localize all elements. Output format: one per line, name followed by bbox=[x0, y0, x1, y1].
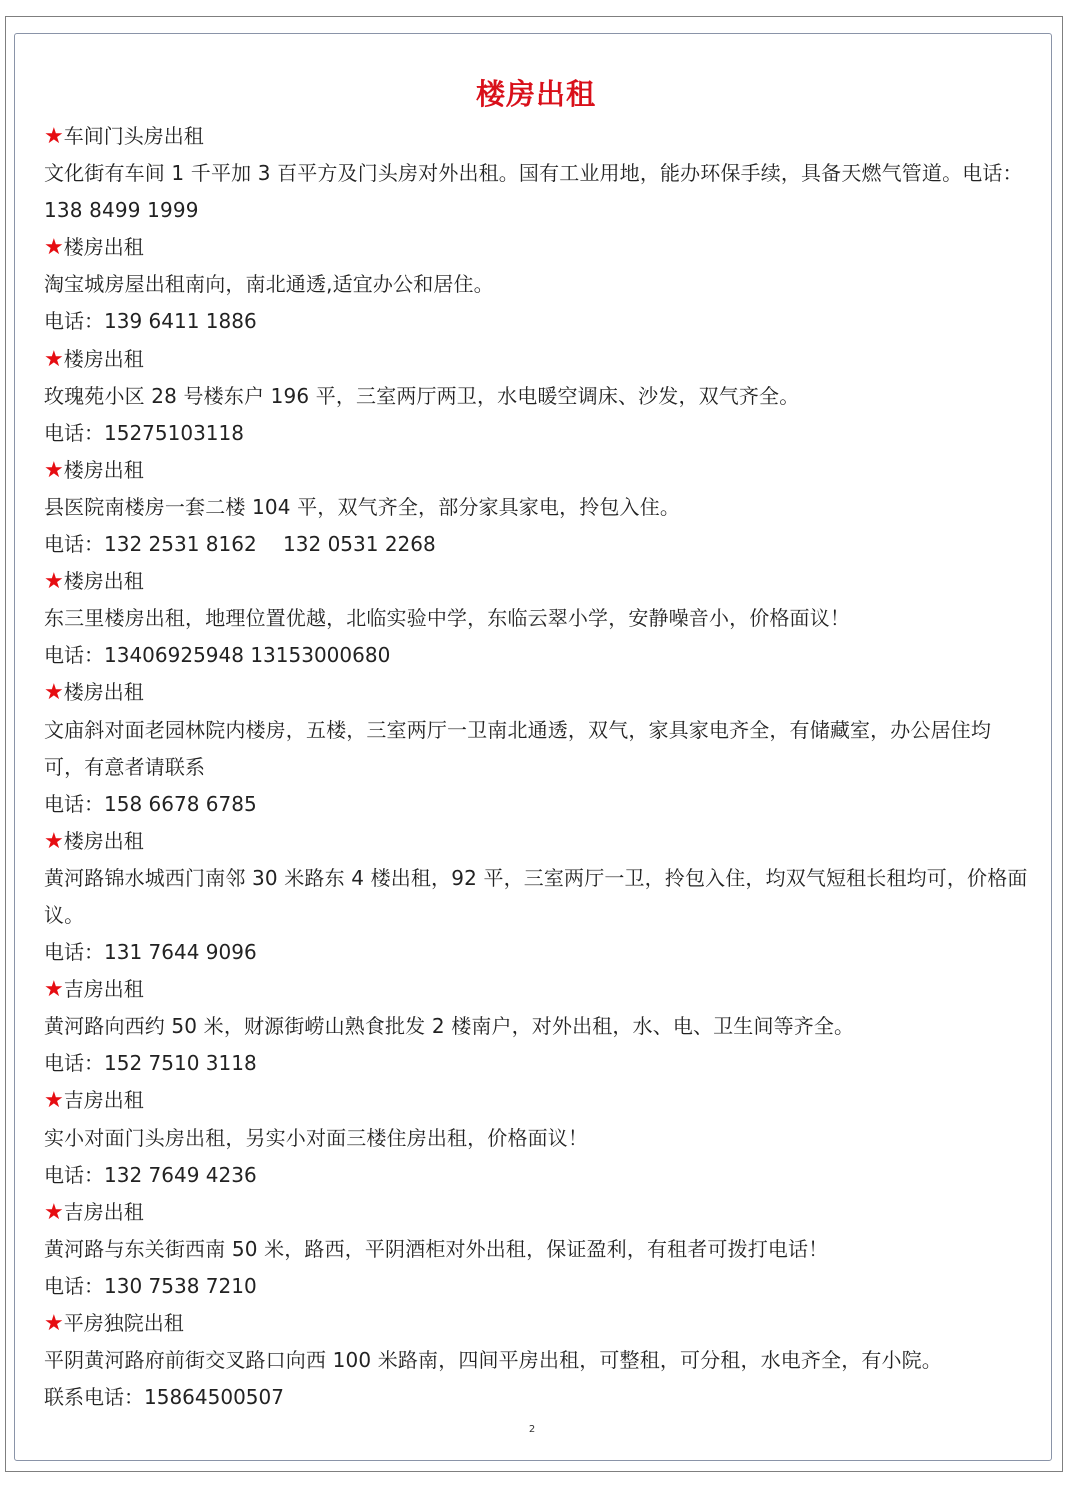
red-star-icon: ★ bbox=[44, 124, 64, 149]
listing-heading bbox=[44, 1305, 1028, 1342]
listing-item bbox=[44, 452, 1028, 563]
listing-heading-text: 吉房出租 bbox=[63, 977, 144, 1002]
listing-heading-text: 楼房出租 bbox=[63, 680, 144, 705]
listing-item bbox=[44, 1082, 1028, 1193]
listing-phone: 电话：158 6678 6785 bbox=[44, 791, 257, 816]
listing-phone: 电话：139 6411 1886 bbox=[44, 309, 257, 334]
listing-item bbox=[44, 563, 1028, 674]
listing-heading bbox=[44, 341, 1028, 378]
listing-heading-text: 楼房出租 bbox=[63, 457, 144, 482]
page-title: 楼房出租 bbox=[475, 77, 596, 111]
listing-heading-text: 车间门头房出租 bbox=[63, 124, 204, 148]
listing-heading-text: 楼房出租 bbox=[63, 346, 144, 371]
red-star-icon: ★ bbox=[44, 828, 64, 854]
red-star-icon: ★ bbox=[44, 1311, 64, 1336]
listing-heading bbox=[44, 1194, 1028, 1231]
listing-phone: 电话：130 7538 7210 bbox=[44, 1273, 257, 1298]
listing-description: 文化街有车间 1 千平加 3 百平方及门头房对外出租。国有工业用地，能办环保手续，具备天燃气管道。电话：138 8499 1999 bbox=[44, 161, 1023, 223]
listing-description: 县医院南楼房一套二楼 104 平，双气齐全，部分家具家电，拎包入住。 bbox=[44, 494, 680, 519]
listing-item bbox=[44, 971, 1028, 1082]
listing-description: 淘宝城房屋出租南向，南北通透,适宜办公和居住。 bbox=[44, 272, 494, 297]
listing-phone: 电话：131 7644 9096 bbox=[44, 940, 257, 965]
red-star-icon: ★ bbox=[44, 235, 64, 261]
listing-item bbox=[44, 341, 1028, 452]
listing-item bbox=[44, 1194, 1028, 1305]
listing-heading bbox=[44, 229, 1028, 266]
listing-phone: 联系电话：15864500507 bbox=[44, 1385, 284, 1410]
listing-heading bbox=[44, 674, 1028, 711]
listing-heading bbox=[44, 971, 1028, 1008]
listing-heading bbox=[44, 118, 1028, 155]
listing-heading bbox=[44, 452, 1028, 489]
red-star-icon: ★ bbox=[44, 346, 64, 372]
listing-heading-text: 楼房出租 bbox=[63, 235, 144, 260]
listing-item bbox=[44, 823, 1028, 971]
listing-description: 黄河路锦水城西门南邻 30 米路东 4 楼出租，92 平，三室两厅一卫，拎包入住，均双气短租长租均可，价格面议。 bbox=[44, 865, 1028, 927]
red-star-icon: ★ bbox=[44, 457, 64, 483]
listing-description: 东三里楼房出租，地理位置优越，北临实验中学，东临云翠小学，安静噪音小，价格面议！ bbox=[44, 606, 850, 631]
red-star-icon: ★ bbox=[44, 977, 64, 1003]
listings-content bbox=[44, 70, 1028, 1416]
listing-description: 黄河路向西约 50 米，财源街崂山熟食批发 2 楼南户，对外出租，水、电、卫生间等齐全。 bbox=[44, 1014, 855, 1039]
listing-phone: 电话：13406925948 13153000680 bbox=[44, 643, 391, 668]
listing-description: 平阴黄河路府前街交叉路口向西 100 米路南，四间平房出租，可整租，可分租，水电齐全，有小院。 bbox=[44, 1348, 942, 1373]
listings-list bbox=[44, 118, 1028, 1416]
page-number: 2 bbox=[528, 1424, 536, 1435]
red-star-icon: ★ bbox=[44, 1199, 64, 1225]
listing-heading-text: 平房独院出租 bbox=[63, 1311, 184, 1335]
listing-heading-text: 楼房出租 bbox=[63, 828, 144, 853]
listing-item bbox=[44, 229, 1028, 340]
red-star-icon: ★ bbox=[44, 1088, 64, 1114]
red-star-icon: ★ bbox=[44, 680, 64, 706]
listing-description: 黄河路与东关街西南 50 米，路西，平阴酒柜对外出租，保证盈利，有租者可拨打电话！ bbox=[44, 1236, 829, 1261]
listing-description: 实小对面门头房出租，另实小对面三楼住房出租，价格面议！ bbox=[44, 1125, 589, 1150]
listing-phone: 电话：132 2531 8162 132 0531 2268 bbox=[44, 532, 436, 557]
listing-description: 文庙斜对面老园林院内楼房，五楼，三室两厅一卫南北通透，双气，家具家电齐全，有储藏室，办公居住均可，有意者请联系 bbox=[44, 717, 992, 779]
listing-heading-text: 吉房出租 bbox=[63, 1088, 144, 1113]
listing-item bbox=[44, 674, 1028, 822]
listing-heading bbox=[44, 823, 1028, 860]
listing-heading bbox=[44, 563, 1028, 600]
listing-phone: 电话：132 7649 4236 bbox=[44, 1162, 257, 1187]
listing-item bbox=[44, 118, 1028, 229]
listing-heading-text: 吉房出租 bbox=[63, 1199, 144, 1224]
listing-phone: 电话：15275103118 bbox=[44, 420, 244, 445]
listing-heading-text: 楼房出租 bbox=[63, 569, 144, 594]
listing-heading bbox=[44, 1082, 1028, 1119]
listing-description: 玫瑰苑小区 28 号楼东户 196 平，三室两厅两卫，水电暖空调床、沙发，双气齐全。 bbox=[44, 383, 800, 408]
listing-item bbox=[44, 1305, 1028, 1416]
listing-phone: 电话：152 7510 3118 bbox=[44, 1051, 257, 1076]
red-star-icon: ★ bbox=[44, 569, 64, 595]
